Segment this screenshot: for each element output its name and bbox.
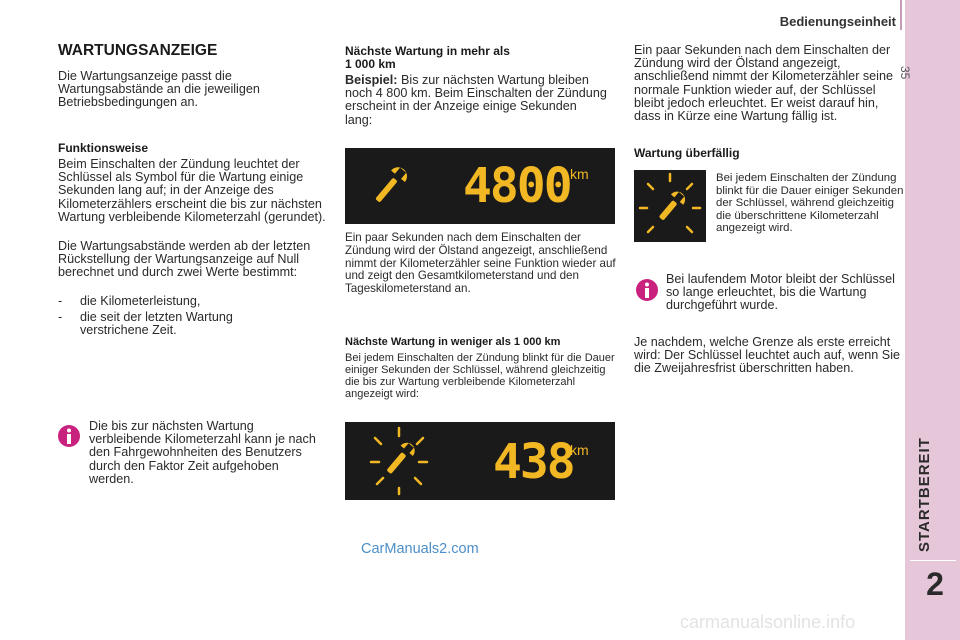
functioning-heading: Funktionsweise	[58, 141, 149, 155]
overdue-display	[634, 170, 706, 242]
more-than-heading-line1: Nächste Wartung in mehr als	[345, 44, 510, 58]
more-than-heading-line2: 1 000 km	[345, 57, 396, 71]
functioning-paragraph: Beim Einschalten der Zündung leuchtet der Schlüssel als Symbol für die Wartung einige Sekunden lang auf; in der Anzeige des Kilometerzählers erscheint die bis zur nächsten Wartung verbleibende Kilometerzahl (gerundet).	[58, 157, 326, 224]
page-title: WARTUNGSANZEIGE	[58, 42, 218, 59]
list-dash: -	[58, 310, 63, 324]
odometer-unit: km	[570, 442, 589, 458]
less-than-paragraph: Bei jedem Einschalten der Zündung blinkt für die Dauer einiger Sekunden der Schlüssel, während gleichzeitig die bis zur Wartung verbleibende Kilometerzahl angezeigt wird:	[345, 352, 615, 400]
overdue-intro-paragraph: Ein paar Sekunden nach dem Einschalten der Zündung wird der Ölstand angezeigt, anschließend nimmt der Kilometerzähler seine normale Funktion wieder auf, der Schlüssel bleibt jedoch erleuchtet. Er weist darauf hin, dass in Kürze eine Wartung fällig ist.	[634, 43, 893, 124]
flashing-wrench-icon	[345, 422, 615, 500]
example-label: Beispiel:	[345, 73, 398, 87]
info-icon	[56, 423, 82, 454]
list-text: die Kilometerleistung,	[80, 294, 201, 308]
header-divider	[900, 0, 902, 30]
limit-paragraph: Je nachdem, welche Grenze als erste erreicht wird: Der Schlüssel leuchtet auch auf, wenn Sie die Zweijahresfrist überschritten haben.	[634, 335, 901, 376]
odometer-display-438	[345, 422, 615, 500]
intro-paragraph: Die Wartungsanzeige passt die Wartungsabstände an die jeweiligen Betriebsbedingungen an.	[58, 69, 260, 110]
chapter-label: STARTBEREIT	[916, 437, 933, 552]
section-title: Bedienungseinheit	[779, 14, 896, 29]
sidebar-divider	[910, 560, 956, 561]
less-than-heading: Nächste Wartung in weniger als 1 000 km	[345, 336, 561, 348]
list-text: die seit der letzten Wartung verstrichene Zeit.	[80, 310, 233, 338]
watermark-footer: carmanualsonline.info	[680, 612, 856, 632]
info-icon	[634, 277, 660, 308]
info-note: Bei laufendem Motor bleibt der Schlüssel so lange erleuchtet, bis die Wartung durchgeführt wurde.	[666, 272, 895, 313]
odometer-unit: km	[570, 166, 589, 182]
list-dash: -	[58, 294, 63, 308]
flashing-wrench-icon	[634, 170, 706, 242]
list-item	[58, 295, 320, 309]
list-item	[58, 311, 320, 339]
page-number: 35	[898, 66, 912, 80]
example-paragraph	[345, 74, 607, 127]
odometer-value: 438	[493, 434, 574, 490]
odometer-value: 4800	[463, 158, 571, 214]
overdue-heading: Wartung überfällig	[634, 146, 740, 160]
overdue-text: Bei jedem Einschalten der Zündung blinkt für die Dauer einiger Sekunden der Schlüssel, während gleichzeitig die überschrittene Kilometerzahl angezeigt wird.	[716, 172, 904, 234]
watermark-carmanuals: CarManuals2.com	[361, 541, 479, 557]
chapter-number: 2	[926, 566, 944, 602]
display-caption: Ein paar Sekunden nach dem Einschalten der Zündung wird der Ölstand angezeigt, anschließend nimmt der Kilometerzähler seine Funktion wieder auf und zeigt den Gesamtkilometerstand und den Tageskilometerstand an.	[345, 231, 616, 296]
intervals-paragraph: Die Wartungsabstände werden ab der letzten Rückstellung der Wartungsanzeige auf Null berechnet und durch zwei Werte bestimmt:	[58, 239, 311, 280]
info-note: Die bis zur nächsten Wartung verbleibende Kilometerzahl kann je nach den Fahrgewohnheiten des Benutzers durch den Faktor Zeit aufgehoben werden.	[89, 419, 316, 486]
odometer-display-4800	[345, 148, 615, 224]
example-text: Bis zur nächsten Wartung bleiben noch 4 800 km. Beim Einschalten der Zündung erscheint in der Anzeige einige Sekunden lang:	[345, 73, 607, 127]
